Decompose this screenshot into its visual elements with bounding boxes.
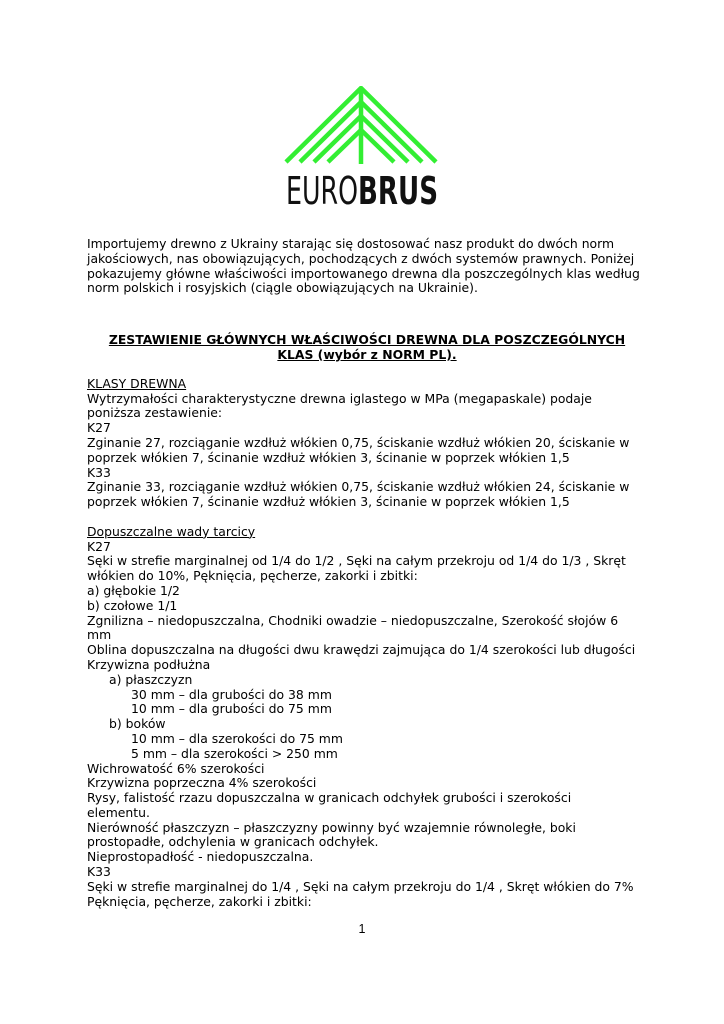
wady-line: Zgnilizna – niedopuszczalna, Chodniki owadzie – niedopuszczalne, Szerokość słojów 6: [87, 612, 619, 628]
intro-line: Importujemy drewno z Ukrainy starając się dostosować nasz produkt do dwóch norm: [87, 236, 615, 251]
wady-line: Krzywizna podłużna: [87, 656, 211, 672]
intro-line: norm polskich i rosyjskich (ciągle obowiązujących na Ukrainie).: [87, 280, 478, 296]
wady-line: Sęki w strefie marginalnej do 1/4 , Sęki na całym przekroju do 1/4 , Skręt włókien do 7%: [87, 878, 634, 894]
wady-line: włókien do 10%, Pęknięcia, pęcherze, zakorki i zbitki:: [87, 568, 418, 584]
klasy-line: poprzek włókien 7, ścinanie wzdłuż włókien 3, ścinanie w poprzek włókien 1,5: [87, 449, 570, 465]
wady-list-item: a) płaszczyzn: [109, 671, 193, 687]
roof-icon: [286, 88, 436, 164]
wady-line: prostopadłe, odchylenia w granicach odchyłek.: [87, 834, 379, 850]
klasy-title: KLASY DREWNA: [87, 375, 187, 391]
document-body: [87, 237, 647, 909]
wady-line: Nieprostopadłość - niedopuszczalna.: [87, 849, 314, 865]
klasy-line: Zginanie 33, rozciąganie wzdłuż włókien 0,75, ściskanie wzdłuż włókien 24, ściskanie w: [87, 479, 630, 495]
wady-title: Dopuszczalne wady tarcicy: [87, 523, 256, 539]
logo-text-euro: EURO: [286, 169, 358, 210]
klasy-line: poprzek włókien 7, ścinanie wzdłuż włókien 3, ścinanie w poprzek włókien 1,5: [87, 494, 570, 510]
wady-line: Pęknięcia, pęcherze, zakorki i zbitki:: [87, 893, 312, 909]
wady-line: Krzywizna poprzeczna 4% szerokości: [87, 775, 317, 791]
logo-text-brus: BRUS: [358, 169, 438, 210]
wady-section: [87, 525, 647, 910]
wady-line: elementu.: [87, 804, 150, 820]
klasy-line: Wytrzymałości charakterystyczne drewna iglastego w MPa (megapaskale) podaje: [87, 390, 592, 406]
wady-line: mm: [87, 627, 112, 643]
klasy-line: K33: [87, 464, 111, 480]
heading-line: ZESTAWIENIE GŁÓWNYCH WŁAŚCIWOŚCI DREWNA DLA POSZCZEGÓLNYCH: [108, 332, 626, 348]
wady-list-item: b) boków: [109, 716, 166, 732]
klasy-line: Zginanie 27, rozciąganie wzdłuż włókien 0,75, ściskanie wzdłuż włókien 20, ściskanie w: [87, 434, 630, 450]
wady-line: b) czołowe 1/1: [87, 597, 178, 613]
wady-class-k33: K33: [87, 864, 111, 880]
klasy-section: [87, 377, 647, 510]
wady-line: Nierówność płaszczyzn – płaszczyzny powinny być wzajemnie równoległe, boki: [87, 819, 576, 835]
heading-line: KLAS (wybór z NORM PL).: [277, 346, 457, 362]
intro-line: pokazujemy główne właściwości importowanego drewna dla poszczególnych klas według: [87, 265, 640, 281]
wady-line: Rysy, falistość rzazu dopuszczalna w granicach odchyłek grubości i szerokości: [87, 790, 572, 806]
section-heading: [87, 333, 647, 363]
wady-list-subitem: 5 mm – dla szerokości > 250 mm: [131, 745, 338, 761]
eurobrus-logo: [282, 86, 442, 210]
klasy-line: poniższa zestawienie:: [87, 405, 223, 421]
wady-line: a) głębokie 1/2: [87, 582, 180, 598]
klasy-line: K27: [87, 420, 111, 436]
page-number: 1: [358, 922, 366, 936]
wady-list-subitem: 10 mm – dla grubości do 75 mm: [131, 701, 332, 717]
wady-line: Oblina dopuszczalna na długości dwu krawędzi zajmująca do 1/4 szerokości lub długości: [87, 642, 636, 658]
intro-paragraph: [87, 237, 647, 296]
wady-class-k27: K27: [87, 538, 111, 554]
wady-list-subitem: 10 mm – dla szerokości do 75 mm: [131, 730, 343, 746]
intro-line: jakościowych, nas obowiązujących, pochodzących z dwóch systemów prawnych. Poniżej: [87, 250, 635, 266]
wady-list-subitem: 30 mm – dla grubości do 38 mm: [131, 686, 332, 702]
wady-line: Sęki w strefie marginalnej od 1/4 do 1/2 , Sęki na całym przekroju od 1/4 do 1/3 , Skręt: [87, 553, 626, 569]
wady-line: Wichrowatość 6% szerokości: [87, 760, 265, 776]
